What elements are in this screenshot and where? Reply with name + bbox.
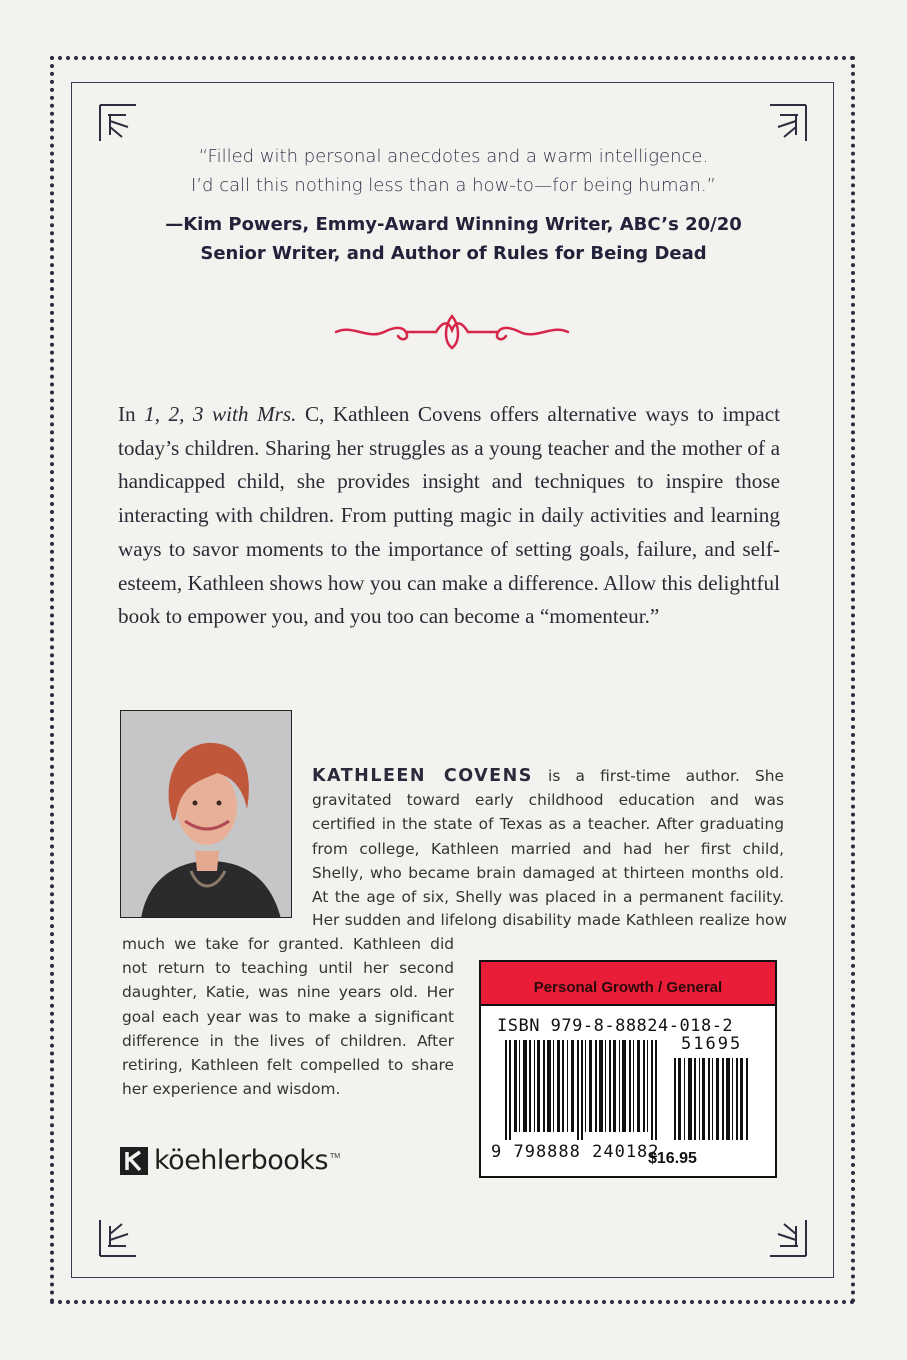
trademark: TM: [330, 1153, 341, 1160]
author-name: KATHLEEN COVENS: [312, 766, 533, 786]
author-bio-top: [312, 764, 784, 909]
barcode-box: [479, 960, 777, 1178]
barcode-bars: [505, 1040, 665, 1140]
blurb-body: C, Kathleen Covens offers alternative ways to impact today’s children. Sharing her struggles as a young teacher and the mother of a handicapped child, she provides insight and techniques to inspire those interacting with children. From putting magic in daily activities and learning ways to savor moments to the importance of setting goals, failure, and self-esteem, Kathleen shows how you can make a difference. Allow this delightful book to empower you, and you too can become a “momenteur.”: [118, 402, 781, 629]
corner-ornament-bottom-right: [750, 1200, 810, 1260]
publisher-name: köehlerbooks: [154, 1145, 329, 1176]
isbn-text: ISBN 979-8-88824-018-2: [497, 1016, 734, 1036]
publisher-k-icon: [120, 1147, 148, 1175]
bio-text-bottom: much we take for granted. Kathleen did not return to teaching until her second daughter, Katie, was nine years old. Her goal each year was to make a significant difference in the lives of children. After retiring, Kathleen felt compelled to share her experience and wisdom.: [122, 935, 454, 1099]
price-code: 51695: [681, 1034, 743, 1054]
author-photo: [120, 710, 292, 918]
book-description: [118, 398, 780, 634]
category-label: Personal Growth / General: [481, 962, 775, 1006]
bio-text-top: is a first-time author. She gravitated toward early childhood education and was certified in the state of Texas as a teacher. After graduating from college, Kathleen married and had her first child, Shelly, who became brain damaged at thirteen months old. At the age of six, Shelly was placed in a permanent facility.: [312, 767, 784, 907]
price: $16.95: [648, 1150, 697, 1167]
ean-digits: 9 798888 240182: [491, 1142, 660, 1162]
book-title: 1, 2, 3 with Mrs.: [144, 402, 297, 426]
quote-line-1: “Filled with personal anecdotes and a warm intelligence.: [198, 146, 709, 167]
quote-line-2: I’d call this nothing less than a how-to—for being human.”: [191, 175, 716, 196]
quote-attribution-2: Senior Writer, and Author of Rules for Being Dead: [200, 243, 707, 264]
blurb-intro: In: [118, 402, 145, 426]
corner-ornament-bottom-left: [96, 1200, 156, 1260]
bio-text-wide: Her sudden and lifelong disability made Kathleen realize how: [312, 911, 787, 929]
flourish-ornament: [332, 312, 572, 352]
endorsement-quote: [120, 142, 787, 268]
publisher-logo: [120, 1145, 340, 1176]
quote-attribution-1: —Kim Powers, Emmy-Award Winning Writer, ABC’s 20/20: [165, 214, 742, 235]
addon-barcode-bars: [674, 1058, 754, 1140]
